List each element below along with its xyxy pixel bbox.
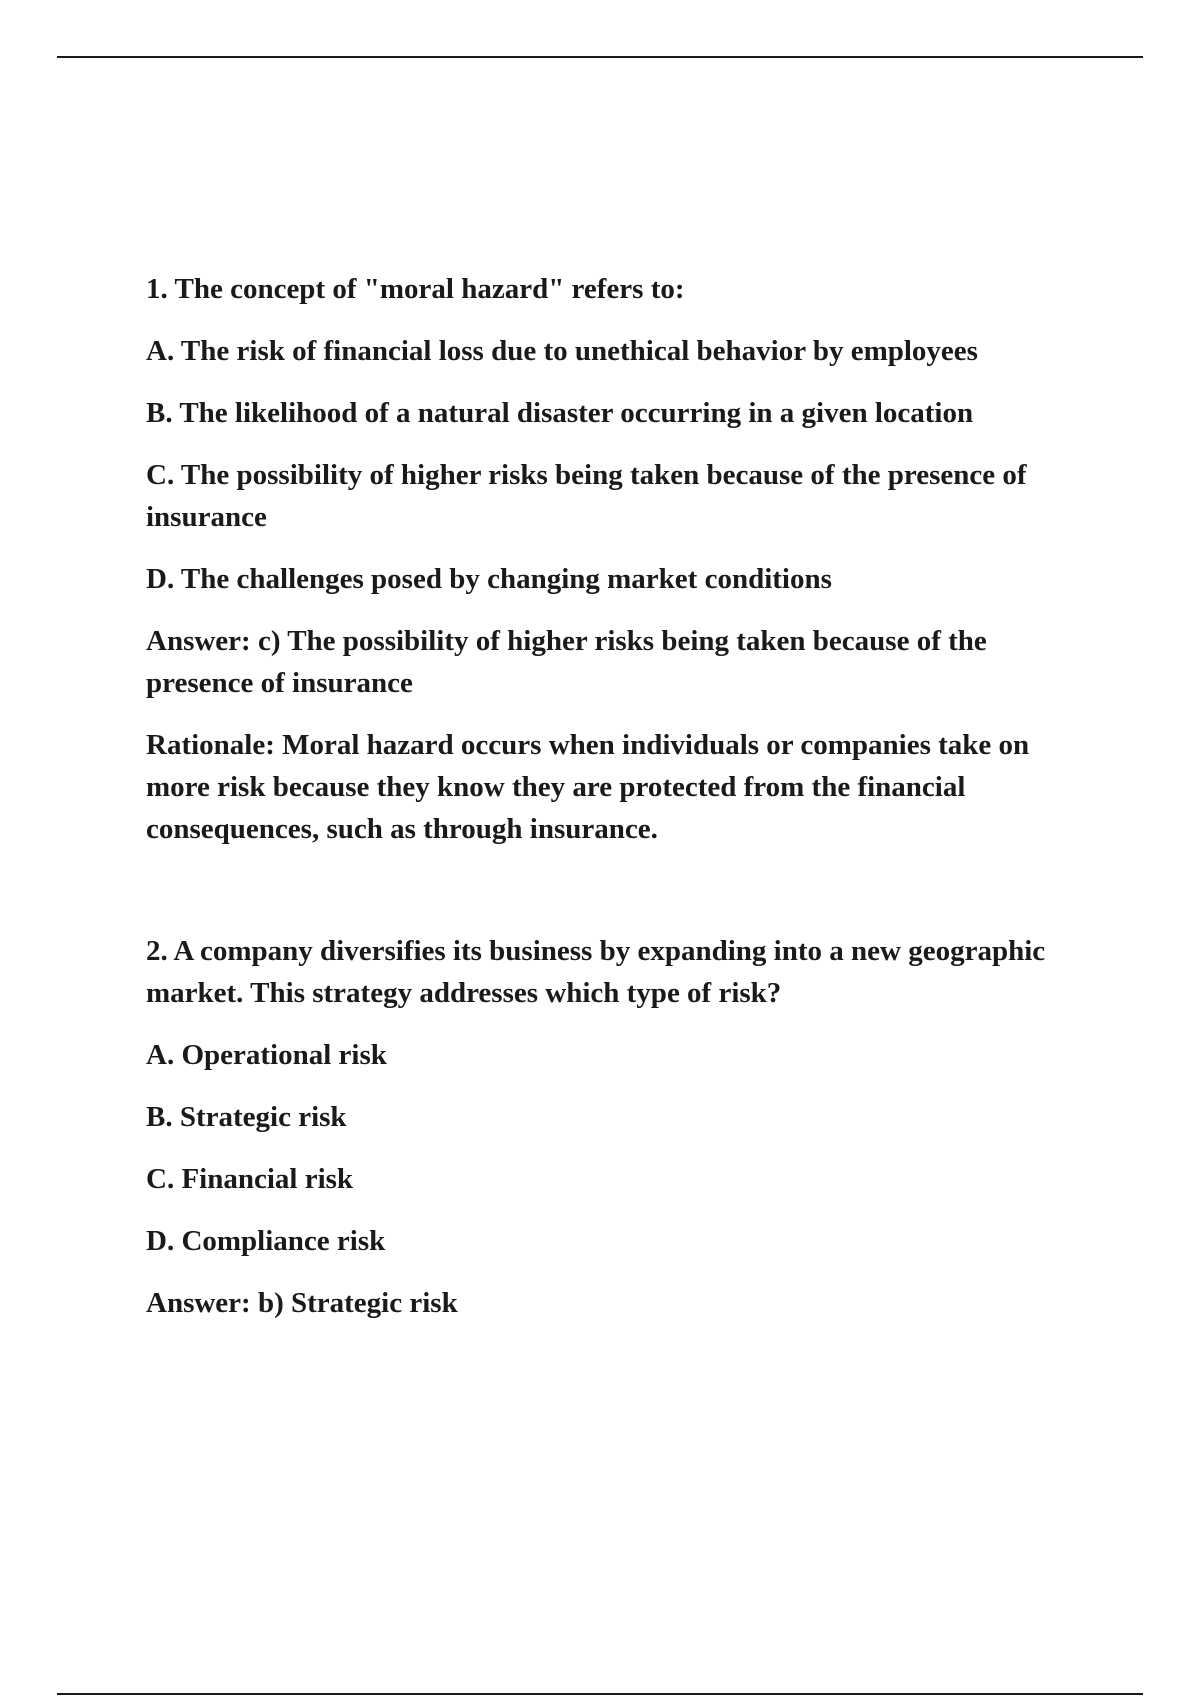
option-a: A. Operational risk — [146, 1039, 387, 1071]
top-divider — [57, 56, 1143, 58]
answer-text: Answer: b) Strategic risk — [146, 1287, 458, 1319]
question-2 — [146, 930, 1076, 1324]
option-b: B. Strategic risk — [146, 1101, 347, 1133]
option-d: D. The challenges posed by changing market conditions — [146, 563, 832, 595]
option-d: D. Compliance risk — [146, 1225, 386, 1257]
answer-text: Answer: c) The possibility of higher risks being taken because of the presence of insurance — [146, 625, 987, 699]
option-a: A. The risk of financial loss due to unethical behavior by employees — [146, 335, 978, 367]
rationale-text: Rationale: Moral hazard occurs when individuals or companies take on more risk because they know they are protected from the financial consequences, such as through insurance. — [146, 729, 1030, 845]
option-c: C. Financial risk — [146, 1163, 354, 1195]
option-b: B. The likelihood of a natural disaster occurring in a given location — [146, 397, 974, 429]
bottom-divider — [57, 1693, 1143, 1695]
question-prompt: 2. A company diversifies its business by expanding into a new geographic market. This strategy addresses which type of risk? — [146, 935, 1046, 1009]
question-1 — [146, 268, 1076, 850]
document-body — [146, 268, 1076, 1344]
question-prompt: 1. The concept of "moral hazard" refers to: — [146, 273, 685, 305]
option-c: C. The possibility of higher risks being taken because of the presence of insurance — [146, 459, 1027, 533]
